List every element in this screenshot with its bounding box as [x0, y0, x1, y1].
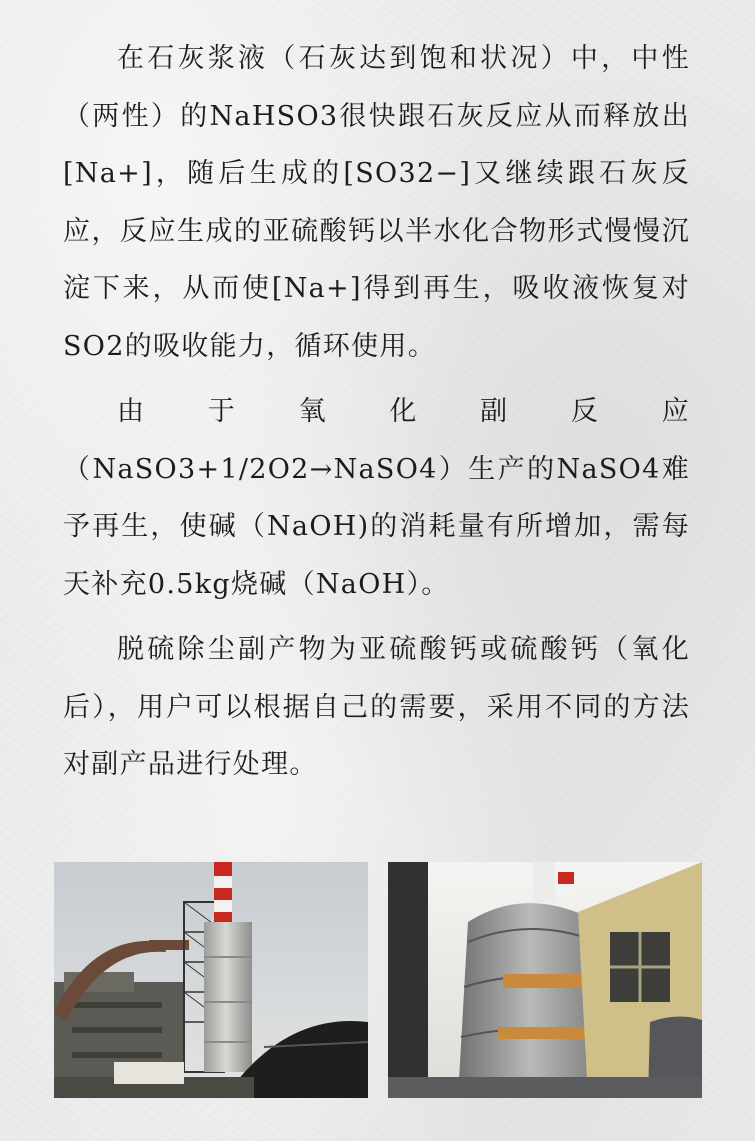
- article-body: [63, 30, 690, 794]
- desulfurization-tower-photo-right: [388, 862, 702, 1098]
- paragraph-oxidation: 由于氧化副反应（NaSO3+1/2O2→NaSO4）生产的NaSO4难予再生，使碱（NaOH)的消耗量有所增加，需每天补充0.5kg烧碱（NaOH）。: [63, 396, 690, 600]
- desulfurization-tower-photo-left: [54, 862, 368, 1098]
- paragraph-byproduct: 脱硫除尘副产物为亚硫酸钙或硫酸钙（氧化后），用户可以根据自己的需要，采用不同的方法对副产品进行处理。: [63, 634, 690, 780]
- tower-closeup-image: [388, 862, 702, 1098]
- tower-site-image: [54, 862, 368, 1098]
- paragraph-regeneration: 在石灰浆液（石灰达到饱和状况）中，中性（两性）的NaHSO3很快跟石灰反应从而释放出[Na+]，随后生成的[SO32−]又继续跟石灰反应，反应生成的亚硫酸钙以半水化合物形式慢慢沉淀下来，从而使[Na+]得到再生，吸收液恢复对SO2的吸收能力，循环使用。: [63, 43, 690, 362]
